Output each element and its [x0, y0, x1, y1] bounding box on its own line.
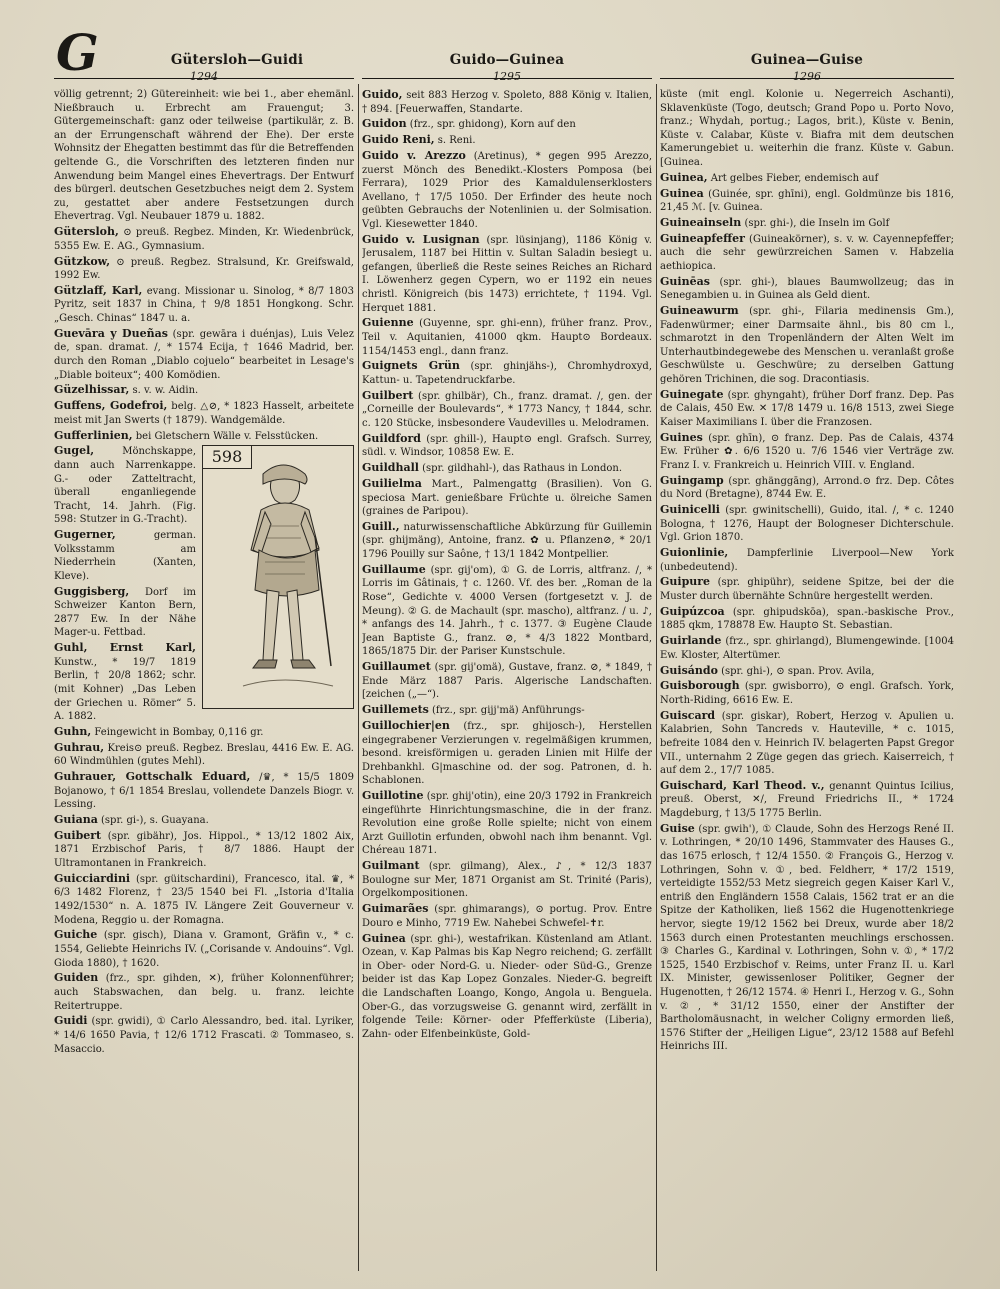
dictionary-entry: [362, 149, 652, 232]
entry-text: (spr. gij'om), ① G. de Lorris, altfranz. /, * Lorris im Gâtinais, † c. 1260. Vf. des ber. „Roman de la Rose“, Gedichte v. 4000 Versen (fortgesetzt v. J. de Meung). ② G. de Machault (spr. mascho), altfranz. / u. ♪, * anfangs des 14. Jahrh., † c. 1377. ③ Eugène Claude Jean Baptiste G., franz. ⊘, * 4/3 1822 Montbard, 1865/1875 Dir. der Pariser Kunstschule.: [362, 564, 652, 658]
entry-text: küste (mit engl. Kolonie u. Negerreich Aschanti), Sklavenküste (Togo, deutsch; Grand Popo u. Porto Novo, franz.; Whydah, portug.; Lagos, brit.), Küste v. Benin, Küste v. Calabar, Küste v. Biafra mit dem deutschen Kamerungebiet u. weiterhin die franz. Küste v. Gabun. [Guinea.: [660, 89, 954, 168]
entry-text: ⊙ preuß. Regbez. Minden, Kr. Wiedenbrück, 5355 Ew. E. AG., Gymnasium.: [54, 227, 354, 252]
dictionary-entry: [660, 664, 954, 679]
figure-number: 598: [203, 446, 252, 469]
dictionary-entry: [660, 779, 954, 821]
entry-headword: Guicciardini: [54, 871, 131, 885]
entry-headword: Guillaumet: [362, 660, 431, 674]
column-left: [54, 88, 354, 1275]
dictionary-entry: [362, 477, 652, 519]
entry-text: ⊙ preuß. Regbez. Stralsund, Kr. Greifswald, 1992 Ew.: [54, 256, 354, 282]
dictionary-entry: [54, 1014, 354, 1056]
dictionary-entry: [54, 725, 354, 740]
entry-headword: Guidi: [54, 1014, 88, 1028]
dictionary-entry: [362, 133, 652, 148]
entry-headword: Guevāra y Dueñas: [54, 326, 168, 340]
entry-headword: Guisborough: [660, 679, 740, 693]
entry-text: (spr. gisch), Diana v. Gramont, Gräfin v., * c. 1554, Geliebte Heinrichs IV. („Corisande v. Andouins“. Vgl. Gioda 1880), † 1620.: [54, 930, 354, 969]
entry-headword: Gugel,: [54, 444, 95, 458]
dictionary-entry: [660, 88, 954, 170]
entry-text: Feingewicht in Bombay, 0,116 gr.: [94, 726, 264, 738]
entry-headword: Gützkow,: [54, 254, 111, 268]
dictionary-entry: [362, 902, 652, 930]
entry-headword: Güzelhissar,: [54, 383, 130, 397]
entry-headword: Guillaume: [362, 562, 426, 576]
entry-text: Dorf im Schweizer Kanton Bern, 2877 Ew. In der Nähe Mager-u. Fettbad.: [54, 586, 196, 639]
dictionary-entry: [362, 563, 652, 659]
dictionary-entry: [660, 605, 954, 633]
entry-headword: Guinicelli: [660, 503, 720, 517]
entry-headword: Guimarães: [362, 902, 429, 916]
entry-headword: Guisándo: [660, 663, 718, 677]
dictionary-entry: [660, 187, 954, 215]
entry-text: (spr. ghi-), blaues Baumwollzeug; das in Senegambien u. in Guinea als Geld dient.: [660, 276, 954, 302]
entry-headword: Guischard, Karl Theod. v.,: [660, 778, 825, 792]
page-number-right: 1296: [793, 70, 821, 83]
dictionary-entry: [362, 703, 652, 718]
entry-text: (spr. güitschardini), Francesco, ital. ♛, * 6/3 1482 Florenz, † 23/5 1540 bei Fl. „Istoria d'Italia 1492/1530“ n. A. 1875 IV. Längere Zeit Gouverneur v. Modena, Reggio u. der Romagna.: [54, 873, 354, 926]
dictionary-entry: [54, 813, 354, 828]
entry-text: (spr. ghi-, Filaria medinensis Gm.), Fadenwürmer; einer Darmsaite ähnl., bis 80 cm l., schmarotzt in den Tropenländern der Alten Welt im Unterhautbindegewebe des Menschen u. veranlaßt große Geschwülste u. Geschwüre; zu derselben Gattung gehören Trichinen, die sog. Dracontiasis.: [660, 306, 954, 385]
column-center: [362, 88, 652, 1275]
entry-headword: Guildhall: [362, 461, 419, 475]
dictionary-entry: [660, 575, 954, 603]
dictionary-entry: [660, 822, 954, 1054]
entry-text: /♛, * 15/5 1809 Bojanowo, † 6/1 1854 Breslau, vollendete Danzels Biogr. v. Lessing.: [54, 772, 354, 811]
entry-text: (spr. ghipudskōa), span.-baskische Prov., 1885 qkm, 178878 Ew. Haupt⊙ St. Sebastian.: [660, 606, 954, 632]
entry-text: (spr. giskar), Robert, Herzog v. Apulien u. Kalabrien, Sohn Tancreds v. Hauteville, * c. 1015, befreite 1084 den v. Heinrich IV. belagerten Papst Gregor VII., unternahm 2 Züge gegen das griech. Kaiserreich, † auf dem 2., 17/7 1085.: [660, 710, 954, 777]
running-head-right: Guinea—Guise: [750, 52, 864, 68]
entry-text: (frz., spr. ghirlangd), Blumengewinde. [1004 Ew. Kloster, Altertümer.: [660, 636, 954, 661]
dictionary-entry: [660, 171, 954, 186]
dictionary-entry: [54, 829, 354, 871]
entry-text: genannt Quintus Icilius, preuß. Oberst, ✕/, Freund Friedrichs II., * 1724 Magdeburg, † 13/5 1775 Berlin.: [660, 780, 954, 820]
entry-headword: Guinēas: [660, 274, 710, 288]
entry-text: (Aretinus), * gegen 995 Arezzo, zuerst Mönch des Benedikt.-Klosters Pomposa (bei Ferrara), 1029 Prior des Kamaldulenserklosters Avellano, † 17/5 1050. Der Erfinder des heute noch geübten Gebrauchs der Notenlinien u. der Solmisation. Vgl. Kiesewetter 1840.: [362, 150, 652, 230]
entry-headword: Guillochier|en: [362, 718, 450, 732]
entry-headword: Guipúzcoa: [660, 604, 725, 618]
entry-headword: Guillotine: [362, 789, 424, 803]
entry-text: (spr. ghänggāng), Arrond.⊙ frz. Dep. Côtes du Nord (Bretagne), 8744 Ew. E.: [660, 475, 954, 501]
dictionary-entry: [54, 255, 354, 283]
dictionary-entry: [660, 503, 954, 545]
entry-text: seit 883 Herzog v. Spoleto, 888 König v. Italien, † 894. [Feuerwaffen, Standarte.: [362, 90, 652, 115]
entry-headword: Guhrau,: [54, 740, 105, 754]
entry-headword: Guhl, Ernst Karl,: [54, 641, 196, 655]
entry-headword: Guillemets: [362, 703, 429, 717]
dictionary-entry: [54, 327, 354, 382]
entry-headword: Guinea: [362, 931, 406, 945]
entry-text: (frz., spr. ghijosch-), Herstellen eingegrabener Verzierungen v. regelmäßigen krummen, besond. kreisförmigen u. geraden Linien mit Hilfe der Drehbankhl. G|maschine od. der sog. Patronen, d. h. Schablonen.: [362, 720, 652, 787]
figure-598-gugel-costume: [202, 445, 354, 709]
entry-text: (spr. gwih'), ① Claude, Sohn des Herzogs René II. v. Lothringen, * 20/10 1496, Stammvater des Hauses G., das 1675 erlosch, † 12/4 1550. ② François G., Herzog v. Lothringen, Sohn v. ①, bed. Feldherr, * 17/2 1519, verteidigte 1552/53 Metz siegreich gegen Kaiser Karl V., entriß den Engländern 1558 Calais, 1562 trat er an die Spitze der Katholiken, ließ 1562 die Hugenottenkriege hervor, siegte 19/12 1562 bei Dreux, wurde aber 18/2 1563 durch einen Protestanten meuchlings erschossen. ③ Charles G., Kardinal v. Lothringen, Sohn v. ①, * 17/2 1525, 1540 Erzbischof v. Reims, unter Franz II. u. Karl IX. Minister, gewissenloser Politiker, Gegner der Hugenotten, † 26/12 1574. ④ Henri I., Herzog v. G., Sohn v. ②, * 31/12 1550, einer der Anstifter der Bartholomäusnacht, in welcher Coligny ermorden ließ, 1576 Stifter der „Heiligen Ligue“, 23/12 1588 auf Befehl Heinrichs III.: [660, 823, 954, 1053]
dictionary-entry: [660, 388, 954, 430]
entry-text: belg. △⊘, * 1823 Hasselt, arbeitete meist mit Jan Swerts († 1879). Wandgemälde.: [54, 401, 354, 426]
entry-text: (Guinée, spr. ghīni), engl. Goldmünze bis 1816, 21,45 ℳ. [v. Guinea.: [660, 188, 954, 214]
dictionary-entry: [362, 789, 652, 858]
entry-text: naturwissenschaftliche Abkürzung für Guillemin (spr. ghijmäng), Antoine, franz. ✿ u. Pflanzen⊘, * 20/1 1796 Pouilly sur Saône, † 13/1 1842 Montpellier.: [362, 521, 652, 561]
entry-text: german. Volksstamm am Niederrhein (Xanten, Kleve).: [54, 530, 196, 582]
entry-text: Mönchskappe, dann auch Narrenkappe. G.- oder Zatteltracht, überall enganliegende Tracht, 14. Jahrh. (Fig. 598: Stutzer in G.-Tracht).: [54, 446, 196, 526]
dictionary-entry: [54, 971, 354, 1013]
dictionary-entry: [362, 932, 652, 1042]
entry-headword: Guinegate: [660, 387, 724, 401]
dictionary-entry: [54, 770, 354, 812]
dictionary-entry: [362, 859, 652, 901]
entry-text: s. Reni.: [437, 135, 476, 147]
dictionary-entry: [54, 741, 354, 769]
dictionary-entry: [54, 429, 354, 444]
entry-text: (spr. gi-), s. Guayana.: [101, 815, 209, 827]
entry-text: (spr. gwidi), ① Carlo Alessandro, bed. ital. Lyriker, * 14/6 1650 Pavia, † 12/6 1712 Frascati. ② Tommaseo, s. Masaccio.: [54, 1016, 354, 1055]
entry-text: (spr. ghīn), ⊙ franz. Dep. Pas de Calais, 4374 Ew. Früher ✿. 6/6 1520 u. 7/6 1546 vier Verträge zw. Franz I. v. Frankreich u. Heinrich VIII. v. England.: [660, 432, 954, 471]
entry-text: (spr. ghill-), Haupt⊙ engl. Grafsch. Surrey, südl. v. Windsor, 10858 Ew. E.: [362, 433, 652, 459]
entry-text: s. v. w. Aidin.: [132, 385, 199, 397]
entry-headword: Guido v. Arezzo: [362, 148, 466, 162]
dictionary-entry: [660, 275, 954, 303]
entry-headword: Guido Reni,: [362, 133, 435, 147]
entry-headword: Guiden: [54, 971, 99, 985]
column-divider-1: [358, 84, 359, 1271]
entry-text: (spr. ghi-), westafrikan. Küstenland am Atlant. Ozean, v. Kap Palmas bis Kap Negro reichend; G. zerfällt in Ober- oder Nord-G. u. Nieder- oder Süd-G., Grenze beider ist das Kap Lopez Gonzales. Nieder-G. begreift die Landschaften Loango, Kongo, Angola u. Benguela. Ober-G., das vorzugsweise G. genannt wird, zerfällt in folgende Teile: Körner- oder Pfefferküste (Liberia), Zahn- oder Elfenbeinküste, Gold-: [362, 933, 652, 1040]
entry-headword: Guilmant: [362, 859, 420, 873]
entry-headword: Guiana: [54, 813, 98, 827]
entry-headword: Guineainseln: [660, 215, 742, 229]
dictionary-entry: [362, 88, 652, 116]
entry-text: Dampferlinie Liverpool—New York (unbedeutend).: [660, 548, 954, 573]
entry-text: (spr. gibähr), Jos. Hippol., * 13/12 1802 Aix, 1871 Erzbischof Paris, † 8/7 1886. Haupt der Ultramontanen in Frankreich.: [54, 830, 354, 870]
entry-headword: Guienne: [362, 316, 414, 330]
entry-text: Kreis⊙ preuß. Regbez. Breslau, 4416 Ew. E. AG. 60 Windmühlen (gutes Mehl).: [54, 742, 354, 768]
entry-text: völlig getrennt; 2) Gütereinheit: wie bei 1., aber ehemänl. Nießbrauch u. Erbrecht am Frauengut; 3. Gütergemeinschaft: ganz oder teilweise (partikulär, z. B. an der Errungenschaft während der Ehe). Der erste Wohnsitz der Ehegatten bestimmt das für die Betreffenden geltende G., die Vorschriften des letzteren finden nur Anwendung beim Mangel eines Ehevertrags. Der Entwurf des bürgerl. deutschen Gesetzbuches neigt dem 2. System zu, gestattet aber andere Festsetzungen durch Ehevertrag. Vgl. Neubauer 1879 u. 1882.: [54, 89, 354, 223]
dictionary-entry: [362, 520, 652, 562]
entry-text: (spr. lüsinjang), 1186 König v. Jerusalem, 1187 bei Hittin v. Sultan Saladin besiegt u. gefangen, überließ die Reste seines Reiches an Richard I. Löwenherz gegen Cypern, wo er 1192 ein neues christl. Königreich (bis 1473) errichtete, † 1194. Vgl. Herquet 1881.: [362, 234, 652, 314]
entry-text: Kunstw., * 19/7 1819 Berlin, † 20/8 1862; schr. (mit Kohner) „Das Leben der Griechen u. Römer“ 5. A. 1882.: [54, 656, 196, 723]
dictionary-entry: [54, 225, 354, 253]
running-head-center: Guido—Guinea: [449, 52, 565, 68]
entry-headword: Guingamp: [660, 473, 724, 487]
entry-text: (spr. ghi-), die Inseln im Golf: [744, 217, 890, 229]
section-letter: G: [56, 23, 99, 82]
dictionary-entry: [660, 431, 954, 473]
entry-text: (spr. ghij'otin), eine 20/3 1792 in Frankreich eingeführte Hinrichtungsmaschine, die in der franz. Revolution eine große Rolle spielte; nicht von einem Arzt Guillotin erfunden, obwohl nach ihm benannt. Vgl. Chéreau 1871.: [362, 791, 652, 857]
dictionary-entry: [54, 383, 354, 398]
column-divider-2: [656, 84, 657, 1271]
entry-headword: Guido v. Lusignan: [362, 232, 480, 246]
entry-headword: Guidon: [362, 117, 407, 131]
entry-headword: Guibert: [54, 828, 102, 842]
dictionary-entry: [54, 88, 354, 224]
entry-headword: Guipure: [660, 575, 711, 589]
entry-text: Mart., Palmengattg (Brasilien). Von G. speciosa Mart. genießbare Früchte u. ölreiche Samen (graines de Paripou).: [362, 478, 652, 518]
entry-headword: Guignets Grün: [362, 359, 460, 373]
entry-headword: Guinea: [660, 186, 704, 200]
entry-headword: Gugerner,: [54, 528, 116, 542]
dictionary-entry: [660, 679, 954, 707]
entry-text: (spr. ghipühr), seidene Spitze, bei der die Muster durch übernähte Schnüre hergestellt werden.: [660, 577, 954, 603]
entry-headword: Guiscard: [660, 708, 716, 722]
dictionary-entry: [660, 474, 954, 502]
entry-text: Art gelbes Fieber, endemisch auf: [710, 172, 879, 184]
entry-headword: Guirlande: [660, 634, 722, 648]
entry-text: (frz., spr. gijj'mä) Anführungs-: [432, 705, 585, 717]
entry-text: (Guineakörner), s. v. w. Cayennepfeffer; auch die sehr gewürzreichen Samen v. Habzelia aethiopica.: [660, 233, 954, 272]
entry-text: (spr. ghimarangs), ⊙ portug. Prov. Entre Douro e Minho, 7719 Ew. Nahebei Schwefel-✝r.: [362, 904, 652, 929]
dictionary-entry: [362, 719, 652, 788]
entry-headword: Guines: [660, 430, 703, 444]
entry-headword: Guilielma: [362, 476, 422, 490]
page-number-center: 1295: [493, 70, 521, 83]
dictionary-entry: [362, 233, 652, 316]
entry-text: (spr. gildhahl-), das Rathaus in London.: [422, 463, 623, 475]
entry-text: bei Gletschern Wälle v. Felsstücken.: [135, 430, 319, 442]
dictionary-entry: [362, 461, 652, 476]
entry-headword: Guill.,: [362, 519, 400, 533]
dictionary-entry: [362, 316, 652, 358]
entry-headword: Guilbert: [362, 388, 414, 402]
entry-headword: Guildford: [362, 431, 421, 445]
entry-text: (Guyenne, spr. ghi-enn), früher franz. Prov., Teil v. Aquitanien, 41000 qkm. Haupt⊙ Bordeaux. 1154/1453 engl., dann franz.: [362, 318, 652, 357]
entry-headword: Guggisberg,: [54, 584, 130, 598]
entry-headword: Guise: [660, 821, 695, 835]
entry-headword: Gufferlinien,: [54, 428, 133, 442]
entry-text: (spr. gilmang), Alex., ♪, * 12/3 1837 Boulogne sur Mer, 1871 Organist am St. Trinité (Paris), Orgelkompositionen.: [362, 861, 652, 900]
dictionary-entry: [54, 928, 354, 970]
entry-headword: Guineapfeffer: [660, 231, 745, 245]
entry-headword: Guffens, Godefroi,: [54, 399, 168, 413]
dictionary-entry: [660, 304, 954, 387]
entry-headword: Guionlinie,: [660, 546, 729, 560]
dictionary-entry: [54, 872, 354, 927]
dictionary-entry: [660, 709, 954, 778]
entry-text: (spr. ghilbär), Ch., franz. dramat. /, gen. der „Corneille der Boulevards“, * 1773 Nancy, † 1844, schr. c. 120 Stücke, insbesondere Vaudevilles u. Melodramen.: [362, 390, 652, 429]
dictionary-entry: [660, 634, 954, 662]
entry-text: evang. Missionar u. Sinolog, * 8/7 1803 Pyritz, seit 1837 in China, † 9/8 1851 Hongkong. Schr. „Gesch. Chinas“ 1847 u. a.: [54, 285, 354, 325]
entry-text: (spr. ghi-), ⊙ span. Prov. Avila,: [721, 665, 875, 677]
entry-text: (spr. gij'omä), Gustave, franz. ⊘, * 1849, † Ende März 1887 Paris. Algerische Landschaften. [zeichen („—“).: [362, 662, 652, 701]
dictionary-entry: [660, 546, 954, 574]
column-right: [660, 88, 954, 1275]
entry-headword: Guido,: [362, 88, 403, 101]
entry-text: (spr. ghyngaht), früher Dorf franz. Dep. Pas de Calais, 450 Ew. ✕ 17/8 1479 u. 16/8 1513, zwei Siege Kaiser Maximilians I. über die Franzosen.: [660, 389, 954, 428]
costume-illustration: [203, 446, 353, 708]
entry-text: (spr. gwisborro), ⊙ engl. Grafsch. York, North-Riding, 6616 Ew. E.: [660, 681, 954, 706]
entry-text: (spr. gwinitschelli), Guido, ital. /, * c. 1240 Bologna, † 1276, Haupt der Bologneser Dichterschule. Vgl. Grion 1870.: [660, 505, 954, 544]
entry-headword: Guineawurm: [660, 304, 739, 318]
entry-headword: Guinea,: [660, 170, 708, 184]
entry-headword: Guhn,: [54, 724, 92, 738]
dictionary-entry: [54, 284, 354, 326]
dictionary-entry: [362, 660, 652, 702]
dictionary-entry: [660, 216, 954, 231]
dictionary-entry: [362, 432, 652, 460]
entry-text: (frz., spr. gihden, ✕), früher Kolonnenführer; auch Stabswachen, dan belg. u. franz. leichte Reitertruppe.: [54, 973, 354, 1012]
entry-text: (spr. gewāra i duénjas), Luis Velez de, span. dramat. /, * 1574 Ecija, † 1646 Madrid, ber. durch den Roman „Diablo cojuelo“ bearbeitet in Lesage's „Diable boiteux“; 400 Komödien.: [54, 328, 354, 381]
dictionary-entry: [54, 399, 354, 427]
entry-headword: Gützlaff, Karl,: [54, 283, 143, 297]
entry-headword: Guiche: [54, 928, 98, 942]
dictionary-entry: [362, 389, 652, 431]
page-number-left: 1294: [190, 70, 218, 83]
dictionary-entry: [362, 117, 652, 132]
entry-text: (frz., spr. ghidong), Korn auf den: [409, 119, 576, 131]
entry-text: (spr. ghinjähs-), Chromhydroxyd, Kattun- u. Tapetendruckfarbe.: [362, 361, 652, 386]
running-head-left: Gütersloh—Guidi: [170, 52, 304, 68]
entry-headword: Gütersloh,: [54, 225, 119, 239]
entry-headword: Guhrauer, Gottschalk Eduard,: [54, 770, 251, 784]
dictionary-entry: [362, 359, 652, 387]
dictionary-entry: [660, 232, 954, 274]
